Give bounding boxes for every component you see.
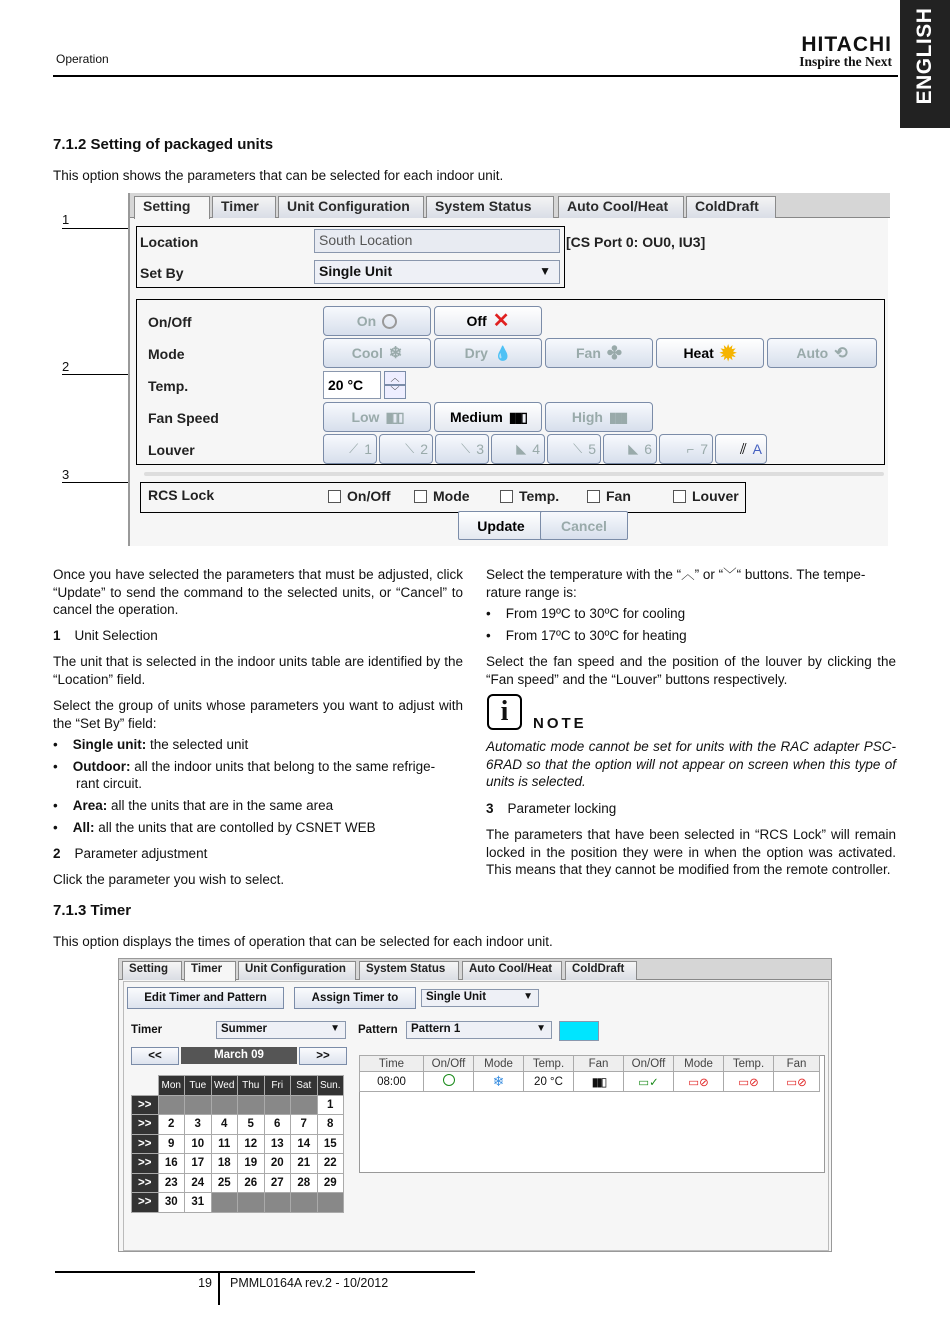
location-description: The unit that is selected in the indoor units table are identified by the “Location” field. [53, 654, 463, 687]
calendar-day[interactable]: 25 [211, 1173, 238, 1193]
calendar-day[interactable]: 4 [211, 1115, 238, 1135]
fan-speed-label: Fan Speed [148, 410, 219, 426]
calendar [131, 1075, 344, 1213]
calendar-day[interactable]: 8 [317, 1115, 344, 1135]
column-header: Mode [674, 1056, 724, 1072]
calendar-day[interactable]: 30 [158, 1193, 185, 1213]
callout-1: 1 [62, 212, 70, 227]
calendar-day[interactable]: 14 [291, 1134, 318, 1154]
calendar-day[interactable]: 19 [238, 1154, 265, 1174]
rcs-onoff-checkbox[interactable]: On/Off [328, 488, 391, 504]
column-header: Temp. [524, 1056, 574, 1072]
calendar-day[interactable]: 7 [291, 1115, 318, 1135]
footer-divider [218, 1271, 220, 1305]
cancel-button[interactable]: Cancel [540, 511, 628, 540]
cell-onoff[interactable] [424, 1072, 474, 1092]
next-month-button[interactable]: >> [299, 1047, 347, 1065]
calendar-day[interactable]: 11 [211, 1134, 238, 1154]
cell-lock-fan[interactable] [774, 1072, 820, 1092]
fan-low-bars-icon: ▮▯▯ [385, 408, 403, 425]
column-header: Temp. [724, 1056, 774, 1072]
day-header: Fri [264, 1076, 291, 1096]
fan-high-button[interactable]: High ▮▮▮ [545, 402, 653, 432]
snowflake-icon: ❄ [492, 1073, 505, 1089]
day-header: Thu [238, 1076, 265, 1096]
chevron-down-icon: ▼ [539, 264, 551, 278]
calendar-day[interactable]: 28 [291, 1173, 318, 1193]
fan-low-button[interactable]: Low ▮▯▯ [323, 402, 431, 432]
mode-cool-button[interactable]: Cool ❄ [323, 338, 431, 368]
calendar-day[interactable]: 26 [238, 1173, 265, 1193]
louver-1-button[interactable]: ⟋ 1 [323, 434, 377, 464]
separator [144, 472, 884, 476]
fan-high-bars-icon: ▮▮▮ [608, 408, 627, 425]
chevron-down-icon: ▼ [523, 991, 533, 1002]
calendar-day[interactable]: 27 [264, 1173, 291, 1193]
chevron-down-icon: ▼ [330, 1023, 340, 1034]
louver-swing-icon: ⫽ [739, 440, 747, 458]
column-header: On/Off [424, 1056, 474, 1072]
calendar-day[interactable]: 20 [264, 1154, 291, 1174]
cycle-icon: ⟲ [834, 345, 848, 362]
tab-bar [130, 193, 890, 218]
week-select-button[interactable]: >> [132, 1095, 159, 1115]
port-info: [CS Port 0: OU0, IU3] [566, 234, 706, 250]
rcs-louver-checkbox[interactable]: Louver [673, 488, 739, 504]
column-header: Mode [474, 1056, 524, 1072]
louver-position-icon: ⟋ [349, 441, 359, 456]
rcs-mode-checkbox[interactable]: Mode [414, 488, 470, 504]
brand-logo [770, 33, 892, 70]
section-title-713: 7.1.3 Timer [53, 902, 132, 919]
louver-auto-button[interactable]: ⫽ A [715, 434, 767, 464]
parameter-description: Click the parameter you wish to select. [53, 872, 285, 887]
column-header: On/Off [624, 1056, 674, 1072]
calendar-day[interactable]: 18 [211, 1154, 238, 1174]
temp-up-button[interactable] [384, 371, 406, 385]
day-header: Sat [291, 1076, 318, 1096]
calendar-day[interactable]: 16 [158, 1154, 185, 1174]
heading-parameter-locking: 3 Parameter locking [486, 801, 617, 816]
header-rule [53, 75, 898, 77]
bullet-heating: • From 17ºC to 30ºC for heating [486, 628, 687, 643]
document-code: PMML0164A rev.2 - 10/2012 [230, 1276, 389, 1290]
note-title: NOTE [533, 715, 587, 732]
calendar-day[interactable]: 29 [317, 1173, 344, 1193]
footer-rule [55, 1271, 475, 1273]
calendar-day[interactable]: 9 [158, 1134, 185, 1154]
temp-down-button[interactable] [384, 385, 406, 399]
assign-select[interactable]: Single Unit ▼ [421, 989, 539, 1007]
chevron-up-icon: ︿ [390, 373, 400, 383]
louver-position-icon: ⟍ [573, 441, 583, 456]
callout-2: 2 [62, 359, 70, 374]
mode-heat-button[interactable]: Heat ✹ [656, 338, 764, 368]
tab-unit-configuration[interactable]: Unit Configuration [238, 961, 356, 980]
settings-screenshot [128, 193, 888, 546]
edit-timer-button[interactable]: Edit Timer and Pattern [127, 987, 284, 1009]
louver-label: Louver [148, 442, 195, 458]
tab-timer[interactable]: Timer [212, 196, 276, 218]
cell-temp[interactable]: 20 °C [524, 1072, 574, 1092]
calendar-day[interactable]: 5 [238, 1115, 265, 1135]
day-header: Sun. [317, 1076, 344, 1096]
table-row[interactable] [360, 1072, 820, 1092]
circle-icon [443, 1074, 455, 1086]
calendar-day[interactable]: 17 [185, 1154, 212, 1174]
sun-icon: ✹ [719, 342, 737, 365]
louver-position-icon: ◣ [516, 441, 527, 456]
droplet-icon: 💧 [493, 344, 512, 361]
mode-fan-button[interactable]: Fan ✤ [545, 338, 653, 368]
on-button[interactable]: On [323, 306, 431, 336]
cell-mode[interactable] [474, 1072, 524, 1092]
pattern-color-swatch[interactable] [559, 1021, 599, 1041]
calendar-day[interactable]: 2 [158, 1115, 185, 1135]
page-number: 19 [198, 1276, 212, 1290]
info-icon: i [487, 694, 522, 730]
cell-time[interactable]: 08:00 [360, 1072, 424, 1092]
brand-name: HITACHI [801, 33, 892, 56]
cell-lock-mode[interactable] [674, 1072, 724, 1092]
month-label: March 09 [181, 1047, 297, 1064]
louver-position-icon: ⌐ [686, 441, 695, 457]
section-intro-712: This option shows the parameters that can be selected for each indoor unit. [53, 168, 504, 183]
tab-colddraft[interactable]: ColdDraft [686, 196, 776, 218]
temp-label: Temp. [148, 378, 189, 394]
off-button[interactable]: Off ✕ [434, 306, 542, 336]
header-section: Operation [56, 52, 109, 66]
assign-timer-button[interactable]: Assign Timer to [294, 987, 416, 1009]
bullet-cooling: • From 19ºC to 30ºC for cooling [486, 606, 686, 621]
bullet-area: • Area: all the units that are in the same area [53, 798, 334, 813]
bullet-outdoor: • Outdoor: all the indoor units that belong to the same refrige- [53, 759, 436, 774]
snowflake-icon: ❄ [388, 345, 403, 362]
pattern-select[interactable]: Pattern 1 ▼ [406, 1021, 552, 1039]
prev-month-button[interactable]: << [131, 1047, 179, 1065]
update-button[interactable]: Update [458, 511, 544, 540]
note-text: Automatic mode cannot be set for units with the RAC adapter PSC-6RAD so that the option will not appear on screen when this type of units is selected. [486, 739, 896, 789]
day-header: Tue [185, 1076, 212, 1096]
timer-label: Timer [131, 1024, 163, 1036]
fan-medium-button[interactable]: Medium ▮▮▯ [434, 402, 542, 432]
column-header: Fan [774, 1056, 820, 1072]
calendar-day[interactable]: 22 [317, 1154, 344, 1174]
mode-label: Mode [148, 346, 185, 362]
calendar-day[interactable]: 23 [158, 1173, 185, 1193]
tab-auto-cool-heat[interactable]: Auto Cool/Heat [462, 961, 562, 980]
timer-screenshot [118, 958, 832, 1252]
chevron-down-icon: ﹀ [723, 567, 737, 582]
louver-position-icon: ⟍ [461, 441, 471, 456]
circle-icon [382, 314, 397, 329]
timer-select[interactable]: Summer ▼ [216, 1021, 346, 1039]
tab-setting[interactable]: Setting [122, 961, 182, 980]
chevron-down-icon: ▼ [536, 1023, 546, 1034]
calendar-day[interactable]: 10 [185, 1134, 212, 1154]
brand-tagline: Inspire the Next [799, 54, 892, 69]
fan-medium-bars-icon: ▮▮▯ [508, 408, 526, 425]
tab-system-status[interactable]: System Status [426, 196, 554, 218]
section-intro-713: This option displays the times of operation that can be selected for each indoor unit. [53, 934, 553, 949]
lock-check-icon: ▭✓ [638, 1076, 659, 1089]
calendar-day[interactable]: 1 [317, 1095, 344, 1115]
louver-position-icon: ◣ [628, 441, 639, 456]
lock-prohibited-icon: ▭⊘ [738, 1076, 759, 1089]
bullet-outdoor-cont: rant circuit. [76, 776, 143, 791]
setby-description: Select the group of units whose parameters you want to adjust with the “Set By” field: [53, 698, 463, 731]
calendar-day[interactable]: 31 [185, 1193, 212, 1213]
day-header: Wed [211, 1076, 238, 1096]
calendar-day[interactable]: 3 [185, 1115, 212, 1135]
setby-select[interactable]: Single Unit ▼ [314, 260, 560, 284]
calendar-day[interactable]: 6 [264, 1115, 291, 1135]
mode-dry-button[interactable]: Dry 💧 [434, 338, 542, 368]
calendar-day[interactable]: 24 [185, 1173, 212, 1193]
tab-unit-configuration[interactable]: Unit Configuration [278, 196, 424, 218]
week-select-button[interactable]: >> [132, 1115, 159, 1135]
heading-unit-selection: 1 Unit Selection [53, 628, 158, 643]
cell-fan[interactable] [574, 1072, 624, 1092]
x-icon: ✕ [492, 310, 510, 332]
lock-prohibited-icon: ▭⊘ [786, 1076, 807, 1089]
louver-5-button[interactable]: ⟍ 5 [547, 434, 601, 464]
pattern-label: Pattern [358, 1024, 398, 1036]
bullet-single-unit: • Single unit: the selected unit [53, 737, 249, 752]
tab-timer[interactable]: Timer [184, 961, 236, 981]
week-select-button[interactable]: >> [132, 1193, 159, 1213]
column-header: Fan [574, 1056, 624, 1072]
cell-lock-temp[interactable] [724, 1072, 774, 1092]
bullet-all: • All: all the units that are contolled by CSNET WEB [53, 820, 376, 835]
week-select-button[interactable]: >> [132, 1134, 159, 1154]
location-label: Location [140, 234, 199, 250]
location-field[interactable]: South Location [314, 229, 560, 253]
fan-louver-instructions: Select the fan speed and the position of the louver by clicking the “Fan speed” and the “Louver” buttons respectively. [486, 654, 896, 687]
heading-parameter-adjustment: 2 Parameter adjustment [53, 846, 208, 861]
tab-system-status[interactable]: System Status [359, 961, 459, 980]
calendar-day[interactable]: 12 [238, 1134, 265, 1154]
tab-setting[interactable]: Setting [134, 196, 210, 219]
calendar-day[interactable]: 13 [264, 1134, 291, 1154]
calendar-day[interactable]: 15 [317, 1134, 344, 1154]
chevron-down-icon: ﹀ [390, 386, 400, 396]
schedule-table [359, 1055, 820, 1092]
onoff-label: On/Off [148, 314, 192, 330]
louver-2-button[interactable]: ⟍ 2 [379, 434, 433, 464]
calendar-day[interactable]: 21 [291, 1154, 318, 1174]
rcs-temp-checkbox[interactable]: Temp. [500, 488, 559, 504]
chevron-up-icon: ︿ [681, 567, 695, 582]
section-title-712: 7.1.2 Setting of packaged units [53, 136, 274, 153]
rcs-lock-label: RCS Lock [148, 487, 215, 503]
louver-4-button[interactable]: ◣ 4 [491, 434, 545, 464]
left-intro: Once you have selected the parameters that must be adjusted, click “Update” to send the command to the selected units, or “Cancel” to cancel the operation. [53, 567, 463, 617]
day-header: Mon [158, 1076, 185, 1096]
mode-auto-button[interactable]: Auto ⟲ [767, 338, 877, 368]
fan-medium-bars-icon: ▮▮▯ [591, 1074, 606, 1089]
setby-label: Set By [140, 265, 184, 281]
temp-instructions: Select the temperature with the “︿” or “﹀“ buttons. The tempe- rature range is: [486, 567, 866, 600]
locking-description: The parameters that have been selected in “RCS Lock” will remain locked in the position they were in when the option was activated. This means that they cannot be modified from the remote controller. [486, 827, 896, 877]
temp-field[interactable]: 20 °C [323, 371, 381, 399]
callout-3: 3 [62, 467, 70, 482]
louver-position-icon: ⟍ [405, 441, 415, 456]
rcs-fan-checkbox[interactable]: Fan [587, 488, 631, 504]
cell-lock-onoff[interactable] [624, 1072, 674, 1092]
louver-3-button[interactable]: ⟍ 3 [435, 434, 489, 464]
louver-6-button[interactable]: ◣ 6 [603, 434, 657, 464]
week-select-button[interactable]: >> [132, 1173, 159, 1193]
tab-colddraft[interactable]: ColdDraft [565, 961, 637, 980]
week-select-button[interactable]: >> [132, 1154, 159, 1174]
lock-prohibited-icon: ▭⊘ [688, 1076, 709, 1089]
language-tab: ENGLISH [900, 0, 950, 128]
column-header: Time [360, 1056, 424, 1072]
tab-auto-cool-heat[interactable]: Auto Cool/Heat [558, 196, 684, 218]
louver-7-button[interactable]: ⌐ 7 [659, 434, 713, 464]
fan-icon: ✤ [606, 342, 622, 363]
